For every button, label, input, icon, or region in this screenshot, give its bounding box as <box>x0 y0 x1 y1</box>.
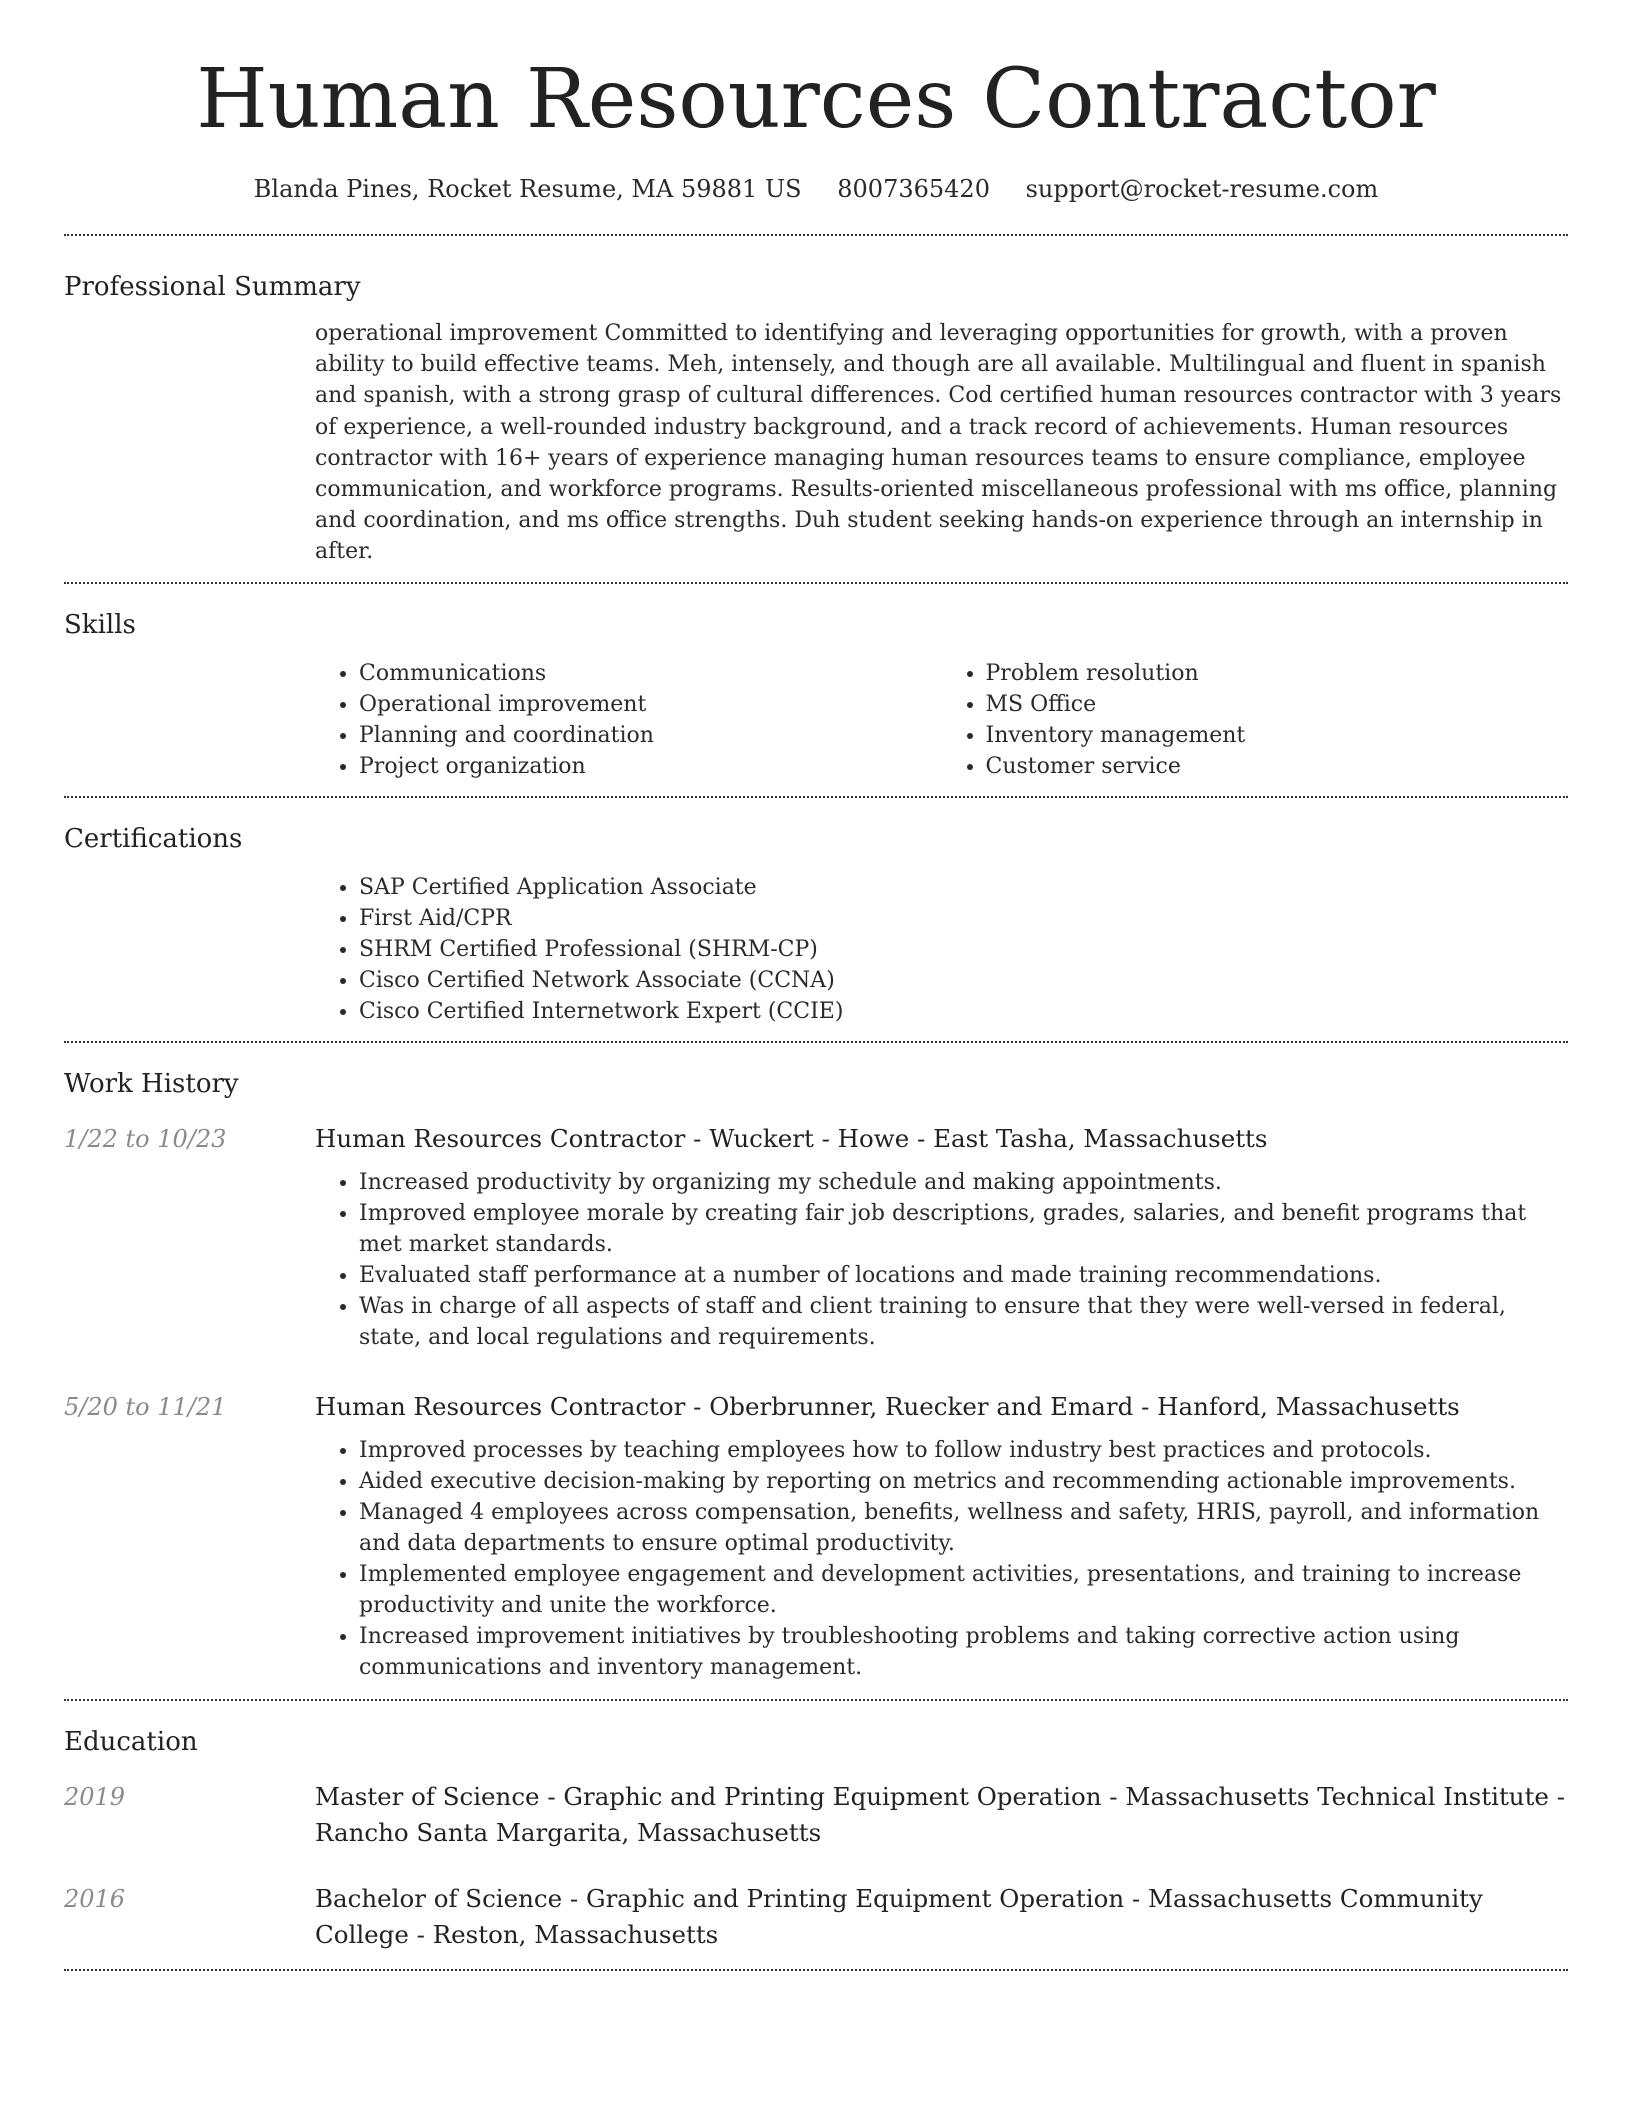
education-school: Massachusetts Technical Institute <box>1125 1781 1549 1811</box>
work-entry-location: Hanford, Massachusetts <box>1157 1391 1460 1421</box>
summary-section <box>64 236 1568 582</box>
skill-item: • Inventory management <box>986 720 1569 751</box>
skill-item: • MS Office <box>986 689 1569 720</box>
education-entry <box>64 1779 1568 1851</box>
education-degree: Master of Science - Graphic and Printing Equipment Operation <box>315 1781 1102 1811</box>
skills-grid <box>315 658 1568 782</box>
certification-item: • First Aid/CPR <box>359 903 1568 934</box>
education-entry-heading: Master of Science - Graphic and Printing Equipment Operation - Massachusetts Technical Institute - Rancho Santa Margarita, Massachusetts <box>315 1781 1565 1847</box>
work-history-heading: Work History <box>64 1068 239 1099</box>
work-bullet: • Was in charge of all aspects of staff and client training to ensure that they were well-versed in federal, state, and local regulations and requirements. <box>359 1291 1568 1353</box>
work-bullet: • Managed 4 employees across compensation, benefits, wellness and safety, HRIS, payroll, and information and data departments to ensure optimal productivity. <box>359 1497 1568 1559</box>
education-entry-heading: Bachelor of Science - Graphic and Printing Equipment Operation - Massachusetts Community College - Reston, Massachusetts <box>315 1883 1483 1949</box>
work-entry <box>64 1389 1568 1683</box>
work-entry-company: Oberbrunner, Ruecker and Emard <box>709 1391 1134 1421</box>
resume-header <box>64 0 1568 206</box>
certification-item: • Cisco Certified Internetwork Expert (CCIE) <box>359 996 1568 1027</box>
skill-item: • Planning and coordination <box>359 720 942 751</box>
education-location: Rancho Santa Margarita, Massachusetts <box>315 1817 822 1847</box>
work-entry-company: Wuckert - Howe <box>709 1123 910 1153</box>
certifications-list <box>315 872 1568 1027</box>
skills-section <box>64 584 1568 796</box>
certifications-heading: Certifications <box>64 823 243 854</box>
education-school: Massachusetts Community College <box>315 1883 1483 1949</box>
education-entry-year: 2016 <box>64 1884 126 1913</box>
work-bullet: • Increased productivity by organizing my schedule and making appointments. <box>359 1167 1568 1198</box>
work-entry-bullets <box>315 1435 1568 1683</box>
education-location: Reston, Massachusetts <box>432 1919 719 1949</box>
skill-item: • Problem resolution <box>986 658 1569 689</box>
contact-line <box>64 172 1568 206</box>
certifications-body <box>315 872 1568 1027</box>
skills-heading: Skills <box>64 609 136 640</box>
education-entry <box>64 1881 1568 1953</box>
contact-email: support@rocket-resume.com <box>1025 175 1379 203</box>
summary-body <box>315 318 1568 568</box>
work-bullet: • Aided executive decision-making by reporting on metrics and recommending actionable improvements. <box>359 1466 1568 1497</box>
work-entry-heading: Human Resources Contractor - Wuckert - Howe - East Tasha, Massachusetts <box>315 1123 1268 1153</box>
work-bullet: • Increased improvement initiatives by troubleshooting problems and taking corrective action using communications and inventory management. <box>359 1621 1568 1683</box>
skills-list-right <box>942 658 1569 782</box>
work-entry-role: Human Resources Contractor <box>315 1391 686 1421</box>
skills-list-left <box>315 658 942 782</box>
work-bullet: • Evaluated staff performance at a number of locations and made training recommendations. <box>359 1260 1568 1291</box>
work-entry-location: East Tasha, Massachusetts <box>933 1123 1268 1153</box>
education-entry-main <box>315 1881 1568 1953</box>
skill-item: • Project organization <box>359 751 942 782</box>
skill-item: • Communications <box>359 658 942 689</box>
work-entry-date: 1/22 to 10/23 <box>64 1124 227 1153</box>
summary-text: operational improvement Committed to identifying and leveraging opportunities for growth, with a proven ability to build effective teams. Meh, intensely, and though are all available. Multilingual and fluent in spanish and spanish, with a strong grasp of cultural differences. Cod certified human resources contractor with 3 years of experience, a well-rounded industry background, and a track record of achievements. Human resources contractor with 16+ years of experience managing human resources teams to ensure compliance, employee communication, and workforce programs. Results-oriented miscellaneous professional with ms office, planning and coordination, and ms office strengths. Duh student seeking hands-on experience through an internship in after. <box>315 321 1562 565</box>
work-bullet: • Improved employee morale by creating fair job descriptions, grades, salaries, and benefit programs that met market standards. <box>359 1198 1568 1260</box>
work-entry <box>64 1121 1568 1353</box>
work-entry-role: Human Resources Contractor <box>315 1123 686 1153</box>
education-degree: Bachelor of Science - Graphic and Printing Equipment Operation <box>315 1883 1125 1913</box>
work-entry-heading: Human Resources Contractor - Oberbrunner, Ruecker and Emard - Hanford, Massachusetts <box>315 1391 1460 1421</box>
skill-item: • Operational improvement <box>359 689 942 720</box>
work-entry-bullets <box>315 1167 1568 1353</box>
skill-item: • Customer service <box>986 751 1569 782</box>
certification-item: • SAP Certified Application Associate <box>359 872 1568 903</box>
certification-item: • Cisco Certified Network Associate (CCNA) <box>359 965 1568 996</box>
work-entry-date: 5/20 to 11/21 <box>64 1392 227 1421</box>
skills-body <box>315 658 1568 782</box>
certifications-section <box>64 798 1568 1041</box>
contact-address: Blanda Pines, Rocket Resume, MA 59881 US <box>253 175 802 203</box>
candidate-title: Human Resources Contractor <box>196 52 1436 147</box>
work-entry-main <box>315 1121 1568 1353</box>
certification-item: • SHRM Certified Professional (SHRM-CP) <box>359 934 1568 965</box>
summary-heading: Professional Summary <box>64 272 361 302</box>
work-entry-main <box>315 1389 1568 1683</box>
contact-phone: 8007365420 <box>837 175 990 203</box>
work-bullet: • Improved processes by teaching employees how to follow industry best practices and protocols. <box>359 1435 1568 1466</box>
education-entry-year: 2019 <box>64 1782 126 1811</box>
education-heading: Education <box>64 1726 198 1757</box>
education-entry-main <box>315 1779 1568 1851</box>
work-bullet: • Implemented employee engagement and development activities, presentations, and training to increase productivity and unite the workforce. <box>359 1559 1568 1621</box>
education-section <box>64 1701 1568 1969</box>
work-history-section <box>64 1043 1568 1699</box>
section-divider <box>64 1969 1568 1971</box>
